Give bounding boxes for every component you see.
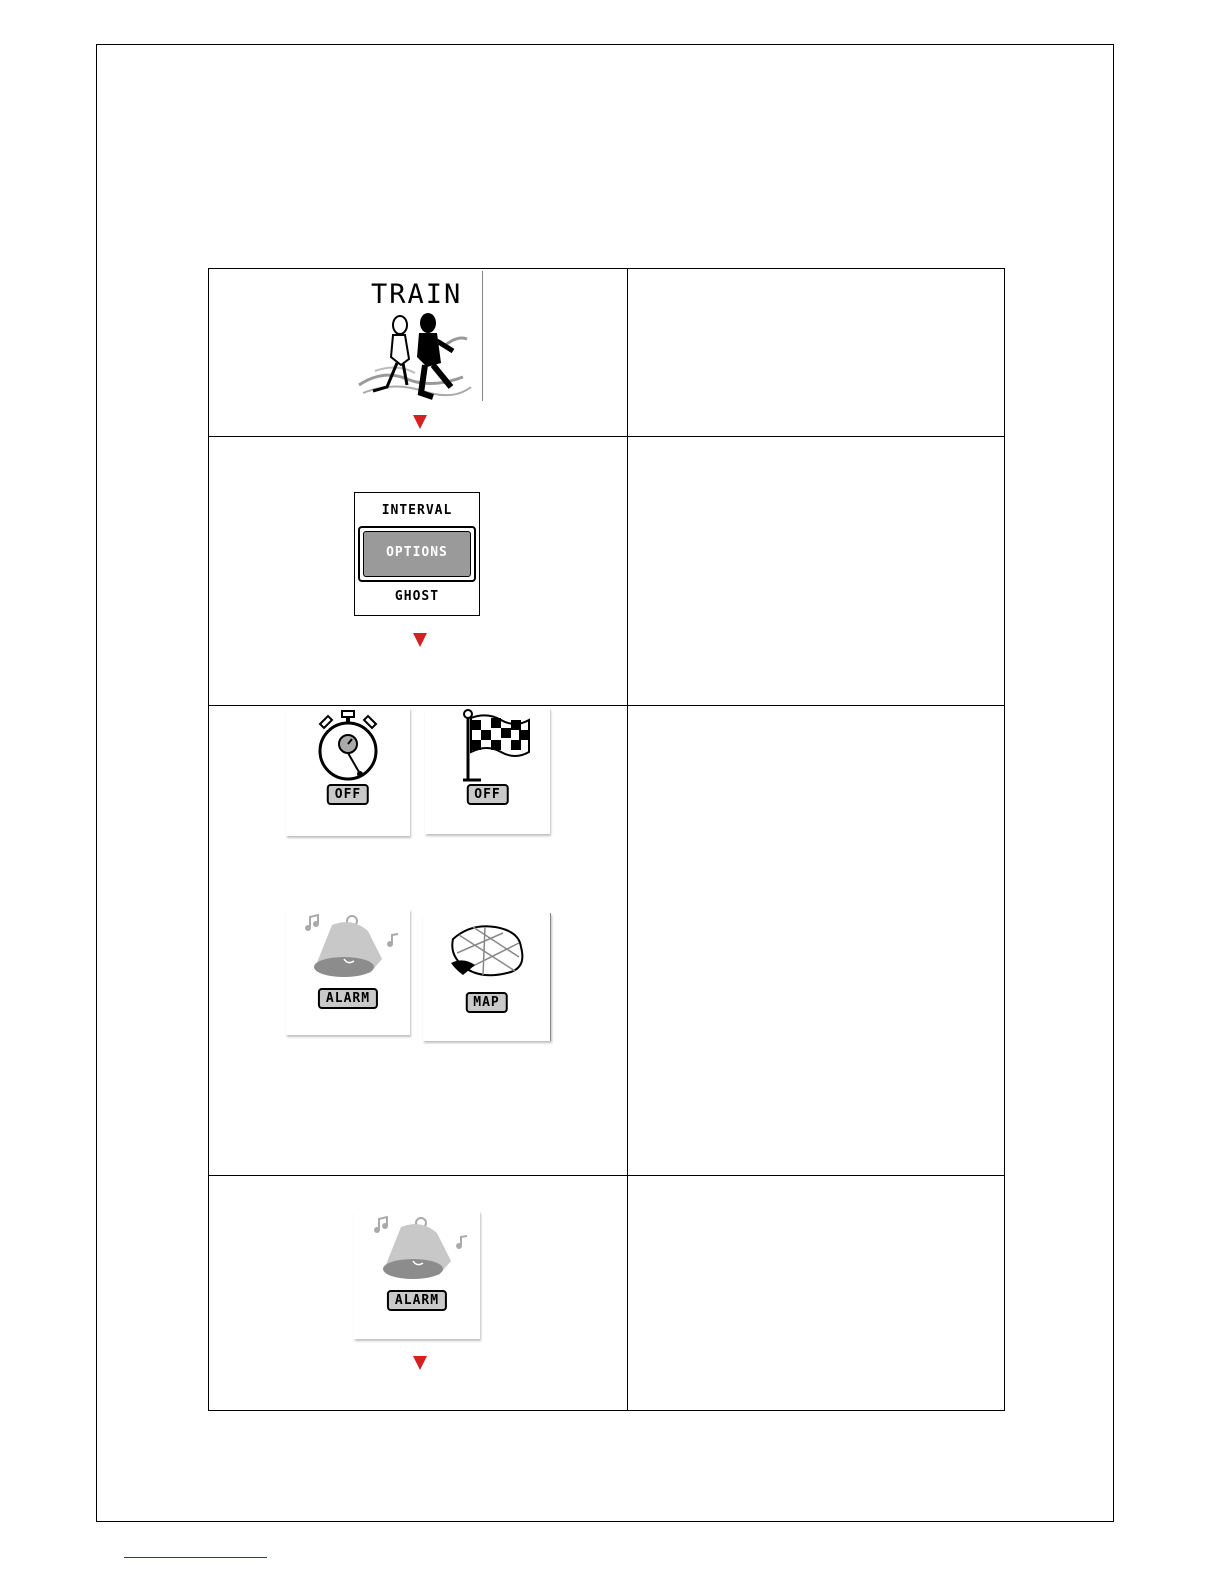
step-text-cell [628, 269, 1005, 437]
stopwatch-icon [286, 708, 410, 788]
menu-item-options-highlight[interactable] [363, 531, 471, 577]
footnote-separator [124, 1557, 267, 1558]
runner-illustration [353, 307, 482, 402]
down-arrow-icon [413, 633, 427, 647]
alarm-option[interactable] [286, 909, 410, 1035]
bell-icon [354, 1211, 480, 1291]
step-row-alarm [209, 1176, 1005, 1411]
alarm-screen [354, 1211, 480, 1339]
stopwatch-status-badge: OFF [327, 784, 369, 805]
down-arrow-icon [413, 415, 427, 429]
checkered-flag-icon [425, 708, 550, 788]
step-text-cell [628, 706, 1005, 1176]
bell-icon [286, 909, 410, 989]
step-image-cell [209, 1176, 628, 1411]
alarm-badge: ALARM [387, 1290, 447, 1311]
ghost-status-badge: OFF [466, 784, 508, 805]
step-text-cell [628, 1176, 1005, 1411]
step-row-train [209, 269, 1005, 437]
train-title: TRAIN [371, 279, 463, 310]
map-badge: MAP [465, 992, 507, 1013]
train-screen [353, 271, 483, 401]
step-image-cell [209, 269, 628, 437]
map-option[interactable] [423, 913, 551, 1041]
alarm-badge: ALARM [318, 988, 378, 1009]
ghost-flag-option[interactable] [425, 708, 550, 834]
stopwatch-option[interactable] [286, 708, 410, 836]
step-image-cell [209, 706, 628, 1176]
menu-selection-frame [358, 526, 476, 582]
step-row-options [209, 706, 1005, 1176]
step-image-cell [209, 437, 628, 706]
steps-table [208, 268, 1005, 1411]
menu-screen [354, 492, 480, 616]
menu-item-options: OPTIONS [386, 545, 448, 560]
down-arrow-icon [413, 1356, 427, 1370]
menu-item-ghost[interactable]: GHOST [394, 589, 440, 604]
step-row-menu [209, 437, 1005, 706]
menu-item-interval[interactable]: INTERVAL [381, 503, 453, 518]
map-icon [423, 913, 550, 993]
step-text-cell [628, 437, 1005, 706]
